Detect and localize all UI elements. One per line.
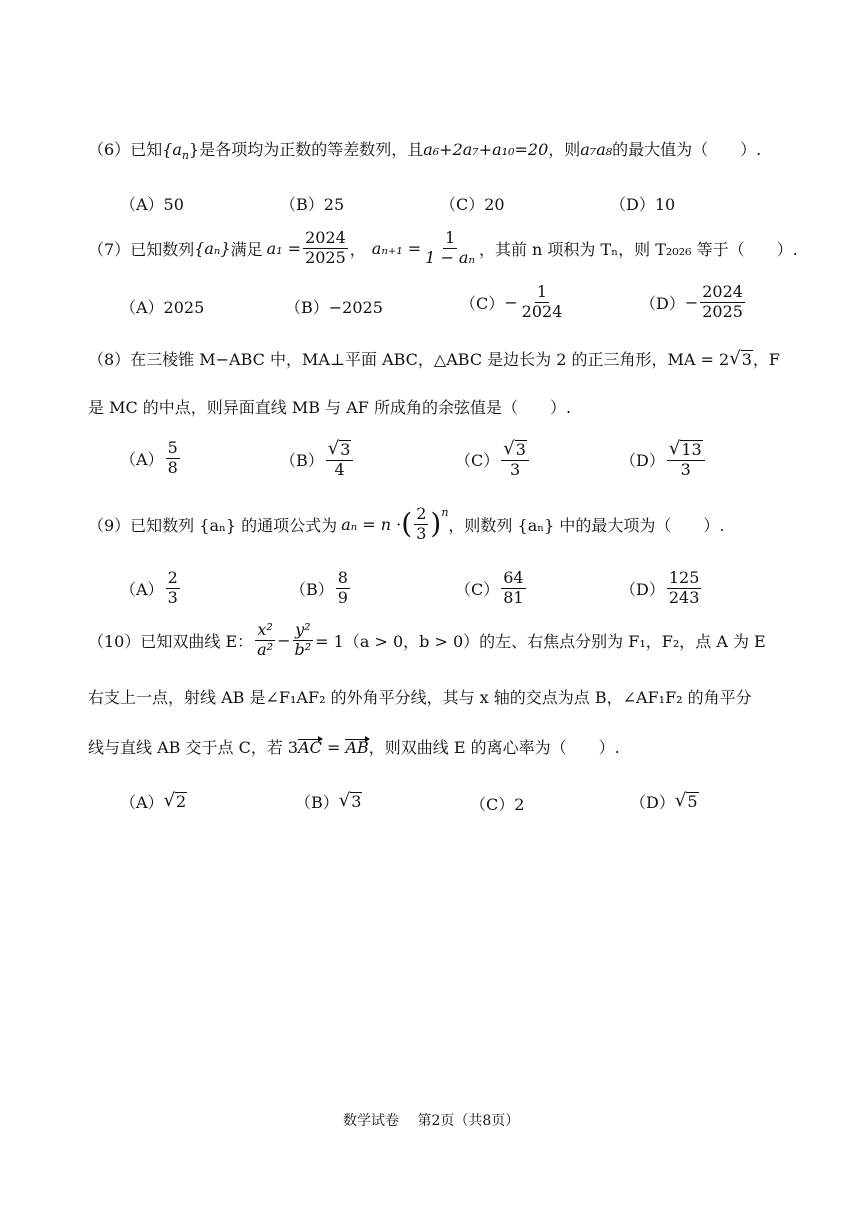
question-10-stem-line-2: 右支上一点，射线 AB 是∠F₁AF₂ 的外角平分线，其与 x 轴的交点为点 B，∠AF₁F₂ 的角平分 bbox=[88, 688, 752, 707]
q9-optc-fraction bbox=[501, 570, 525, 607]
q7-sep: ， bbox=[349, 239, 366, 259]
q8-optc-num: 3 bbox=[515, 440, 526, 459]
q10-optb-label: （B） bbox=[295, 793, 339, 812]
q7-an1: aₙ₊₁ = bbox=[371, 238, 422, 258]
q10-option-d bbox=[630, 790, 699, 813]
q8-optd-fraction: √ 13 3 bbox=[667, 440, 705, 478]
q7-optc-label: （C） bbox=[460, 293, 505, 313]
q7-optd-label: （D） bbox=[640, 293, 685, 313]
q7-f2-den: 1 − aₙ bbox=[425, 247, 475, 267]
page-footer: 数学试卷 第2页（共8页） bbox=[343, 1113, 520, 1129]
q10-vector-ac: AC bbox=[298, 738, 322, 757]
q6-option-c: （C）20 bbox=[440, 195, 505, 214]
q9-text-1: （9）已知数列 {aₙ} 的通项公式为 bbox=[88, 515, 338, 535]
q7-optc-num: 1 bbox=[536, 282, 548, 301]
q10-opta-sqrt: √ 2 bbox=[163, 790, 187, 812]
q9-opta-num: 2 bbox=[167, 568, 178, 587]
q10-y2: y² bbox=[295, 620, 311, 639]
q9-text-2: ，则数列 {aₙ} 中的最大项为（ ）. bbox=[448, 515, 725, 535]
q10-b2: b² bbox=[294, 639, 312, 659]
q6-option-a: （A）50 bbox=[120, 195, 184, 214]
question-7-stem bbox=[88, 230, 798, 267]
q7-option-c bbox=[460, 284, 566, 321]
question-10-stem-line-3 bbox=[88, 738, 620, 757]
q10-line3c: ，则双曲线 E 的离心率为（ ）. bbox=[368, 738, 620, 757]
q8-sqrt-val: 3 bbox=[741, 350, 752, 370]
q8-option-a bbox=[120, 440, 182, 477]
q10-frac-y bbox=[293, 622, 314, 659]
q9-fr-den: 3 bbox=[416, 523, 427, 543]
q8-line-1-end: ，F bbox=[752, 350, 780, 369]
q8-optd-den: 3 bbox=[680, 459, 691, 479]
q9-optb-num: 8 bbox=[337, 568, 348, 587]
q7-optd-sign: − bbox=[684, 292, 699, 312]
q9-optd-den: 243 bbox=[668, 587, 700, 607]
q10-eq: = 1（a > 0，b > 0）的左、右焦点分别为 F₁，F₂，点 A 为 E bbox=[315, 631, 766, 651]
q6-text-1: 已知 bbox=[130, 140, 163, 159]
question-9-stem bbox=[88, 506, 725, 543]
q9-fr-num: 2 bbox=[416, 504, 427, 523]
q9-optc-label: （C） bbox=[455, 579, 500, 599]
q10-optd-sqrt: √ 5 bbox=[674, 790, 698, 812]
q10-optd-label: （D） bbox=[630, 793, 675, 812]
q9-optd-num: 125 bbox=[668, 568, 700, 587]
q7-number: （7） bbox=[88, 239, 131, 259]
q8-option-b bbox=[280, 440, 355, 478]
q6-set-sub: n bbox=[181, 149, 190, 162]
q8-opta-den: 8 bbox=[167, 457, 178, 477]
q10-optb-val: 3 bbox=[351, 792, 362, 812]
question-8-stem-line-1 bbox=[88, 350, 780, 369]
q8-option-d bbox=[620, 440, 707, 478]
q8-optc-label: （C） bbox=[455, 450, 500, 470]
q9-fraction bbox=[414, 506, 428, 543]
q7-f1-num: 2024 bbox=[305, 228, 346, 247]
q9-optc-den: 81 bbox=[503, 587, 524, 607]
q6-expr-2: a₇a₈ bbox=[580, 140, 613, 159]
q7-set: {aₙ} bbox=[194, 238, 231, 258]
q7-optc-den: 2024 bbox=[521, 301, 563, 321]
q7-optc-sign: − bbox=[504, 292, 518, 312]
q9-opta-label: （A） bbox=[120, 579, 164, 599]
q10-frac-x bbox=[255, 622, 275, 659]
q10-minus: − bbox=[277, 630, 291, 650]
q8-optd-num: 13 bbox=[681, 440, 702, 459]
q10-option-c: （C）2 bbox=[470, 795, 525, 814]
q9-opta-fraction bbox=[166, 570, 180, 607]
q10-x2: x² bbox=[257, 620, 273, 639]
q6-text-2: 是各项均为正数的等差数列，且 bbox=[199, 140, 424, 159]
q9-left-paren: ( bbox=[401, 507, 413, 541]
q9-optb-den: 9 bbox=[337, 587, 348, 607]
q8-opta-label: （A） bbox=[120, 449, 164, 469]
q9-power: n bbox=[441, 506, 449, 519]
q9-optb-label: （B） bbox=[290, 579, 334, 599]
q9-optc-num: 64 bbox=[503, 568, 524, 587]
q10-line3b: = bbox=[321, 738, 346, 757]
q8-sqrt: √ 3 bbox=[729, 348, 752, 370]
q7-optd-num: 2024 bbox=[702, 282, 743, 301]
q9-option-a bbox=[120, 570, 182, 607]
q9-optd-fraction bbox=[667, 570, 702, 607]
q7-optd-fraction bbox=[700, 284, 745, 321]
q9-option-d bbox=[620, 570, 703, 607]
question-10-stem-line-1 bbox=[88, 622, 766, 659]
q6-text-4: 的最大值为（ ）. bbox=[612, 140, 762, 159]
question-8-stem-line-2: 是 MC 的中点，则异面直线 MB 与 AF 所成角的余弦值是（ ）. bbox=[88, 398, 572, 417]
q8-optb-fraction: √ 3 4 bbox=[326, 440, 354, 478]
q7-optc-fraction bbox=[520, 284, 565, 321]
q8-line-1: （8）在三棱锥 M−ABC 中，MA⊥平面 ABC，△ABC 是边长为 2 的正三角形，MA = 2 bbox=[88, 350, 730, 369]
q10-a2: a² bbox=[257, 639, 274, 659]
q7-text-2: 满足 bbox=[230, 239, 263, 259]
q9-opta-den: 3 bbox=[167, 587, 178, 607]
q7-text-3: ，其前 n 项积为 Tₙ，则 T₂₀₂₆ 等于（ ）. bbox=[478, 239, 798, 259]
q9-optb-fraction bbox=[336, 570, 350, 607]
q8-optb-label: （B） bbox=[280, 450, 324, 470]
q8-optb-num: 3 bbox=[340, 440, 351, 459]
q8-option-c bbox=[455, 440, 531, 478]
q6-option-b: （B）25 bbox=[280, 195, 345, 214]
q7-text-1: 已知数列 bbox=[130, 239, 195, 259]
q6-set-close: } bbox=[189, 140, 200, 159]
q10-opta-val: 2 bbox=[176, 792, 187, 812]
q9-right-paren: ) bbox=[430, 507, 442, 541]
q10-opta-label: （A） bbox=[120, 793, 164, 812]
q10-optb-sqrt: √ 3 bbox=[338, 790, 362, 812]
q9-optd-label: （D） bbox=[620, 579, 665, 599]
q7-option-b: （B）−2025 bbox=[285, 298, 383, 317]
q6-expr: a₆+2a₇+a₁₀=20 bbox=[423, 140, 549, 159]
q7-f1-den: 2025 bbox=[305, 247, 346, 267]
q8-optb-den: 4 bbox=[334, 459, 345, 479]
q7-option-d bbox=[640, 284, 747, 321]
q8-opta-fraction bbox=[166, 440, 180, 477]
q9-option-c bbox=[455, 570, 528, 607]
q8-optc-den: 3 bbox=[509, 459, 521, 479]
q6-option-d: （D）10 bbox=[610, 195, 676, 214]
q10-text-1: （10）已知双曲线 E： bbox=[88, 631, 254, 651]
q6-set: {a bbox=[162, 140, 182, 159]
q7-optd-den: 2025 bbox=[702, 301, 743, 321]
q9-an: aₙ = n · bbox=[341, 514, 402, 534]
question-6-stem bbox=[88, 140, 761, 162]
q10-vector-ab: AB bbox=[345, 738, 369, 757]
q8-optc-fraction: √ 3 3 bbox=[501, 440, 529, 478]
q10-optd-val: 5 bbox=[687, 792, 698, 812]
q7-fraction-1 bbox=[303, 230, 348, 267]
q9-option-b bbox=[290, 570, 352, 607]
q7-f2-num: 1 bbox=[444, 228, 456, 247]
q10-line3a: 线与直线 AB 交于点 C，若 3 bbox=[88, 738, 299, 757]
q10-option-a bbox=[120, 790, 187, 813]
q7-fraction-2 bbox=[423, 230, 477, 267]
q10-option-b bbox=[295, 790, 362, 813]
q8-opta-num: 5 bbox=[167, 438, 178, 457]
q8-optd-label: （D） bbox=[620, 450, 665, 470]
q7-option-a: （A）2025 bbox=[120, 298, 205, 317]
q6-text-3: ，则 bbox=[548, 140, 581, 159]
q7-a1: a₁ = bbox=[266, 238, 302, 258]
q6-number: （6） bbox=[88, 140, 131, 159]
